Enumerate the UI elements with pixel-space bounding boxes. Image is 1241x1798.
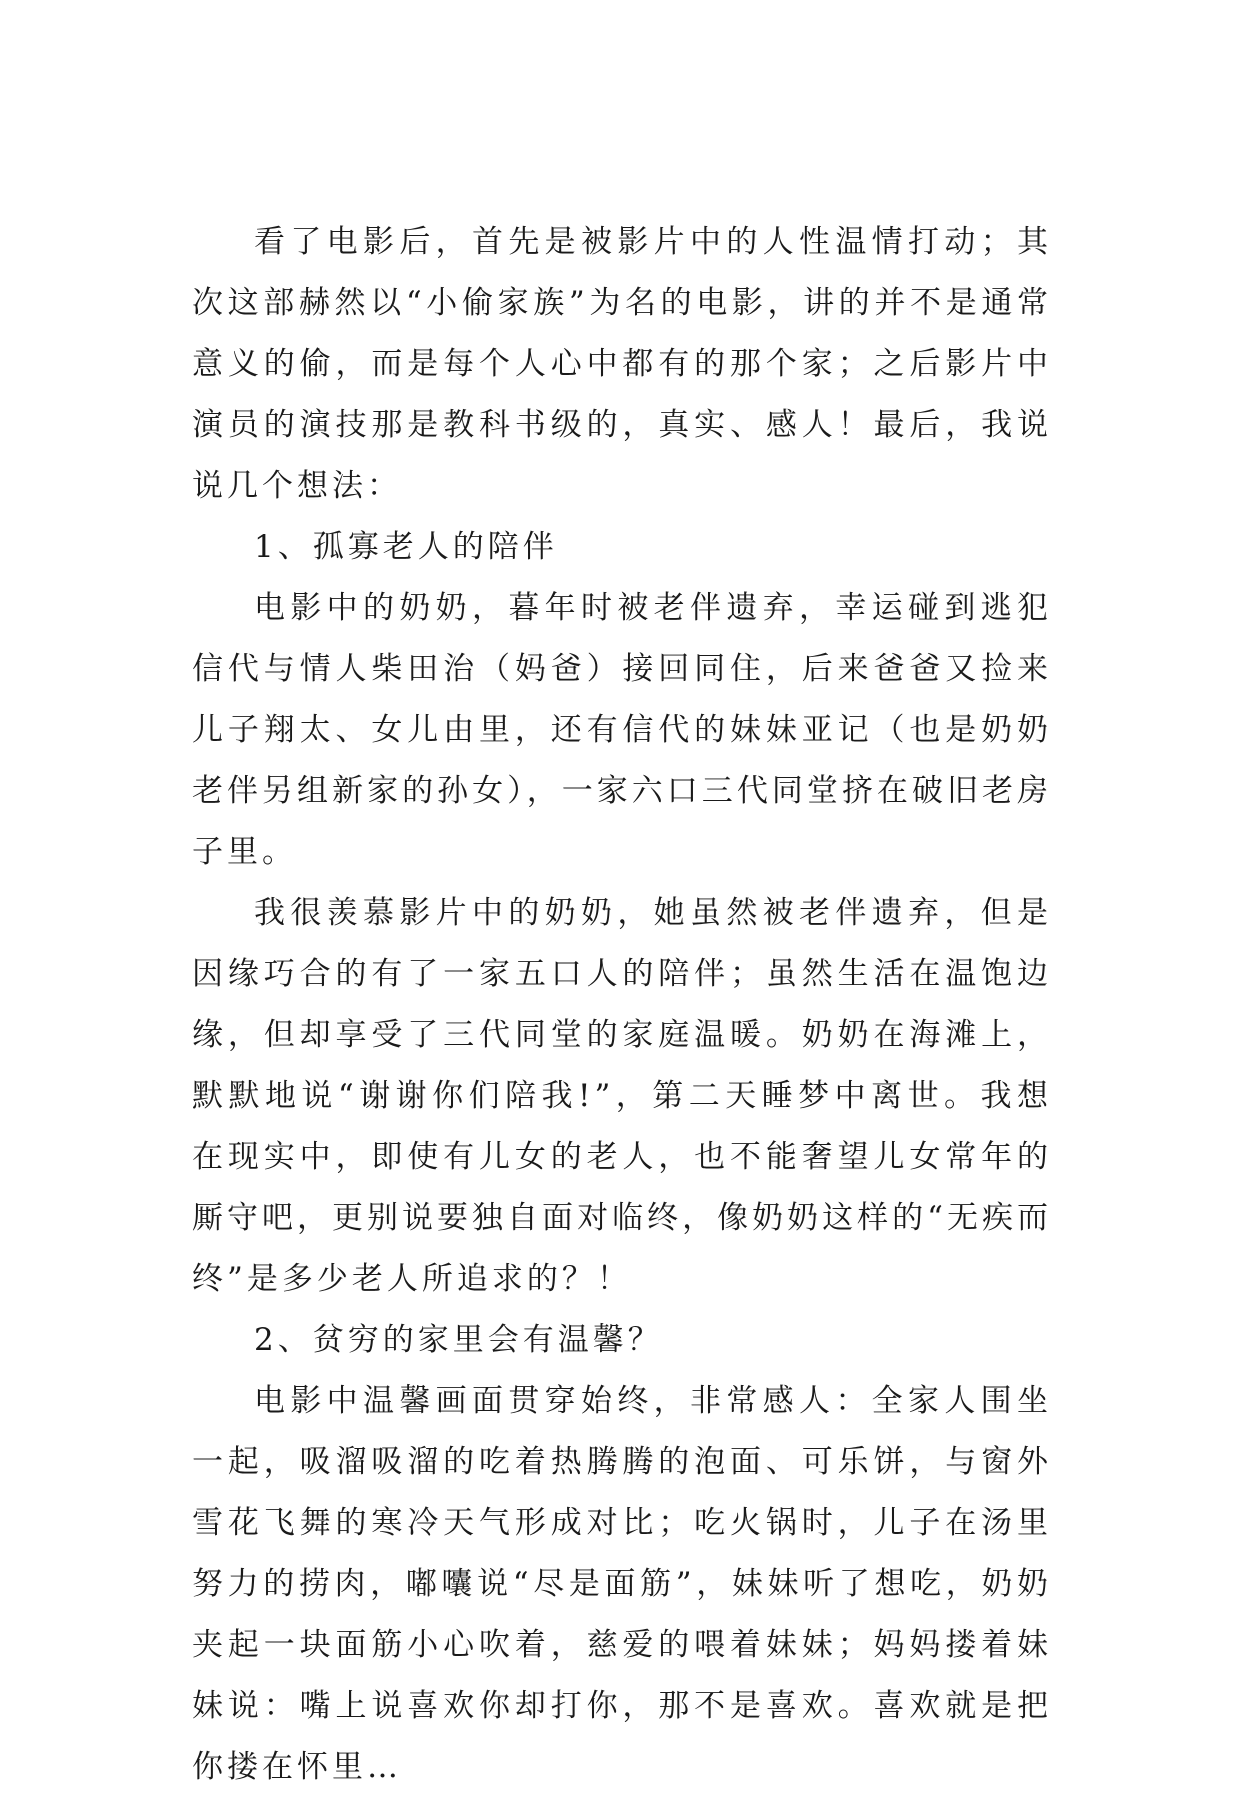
section-heading-elderly-companionship: 1、孤寡老人的陪伴 bbox=[254, 529, 558, 565]
document-body bbox=[192, 212, 1052, 1798]
paragraph-envy-grandmother: 我很羡慕影片中的奶奶，她虽然被老伴遗弃，但是因缘巧合的有了一家五口人的陪伴；虽然生活在温饱边缘，但却享受了三代同堂的家庭温暖。奶奶在海滩上，默默地说“谢谢你们陪我!”，第二天睡梦中离世。我想在现实中，即使有儿女的老人，也不能奢望儿女常年的厮守吧，更别说要独自面对临终，像奶奶这样的“无疾而终”是多少老人所追求的？！ bbox=[192, 895, 1052, 1297]
paragraph-intro: 看了电影后，首先是被影片中的人性温情打动；其次这部赫然以“小偷家族”为名的电影，讲的并不是通常意义的偷，而是每个人心中都有的那个家；之后影片中演员的演技那是教科书级的，真实、感人！最后，我说说几个想法： bbox=[192, 224, 1052, 504]
paragraph-grandmother-story: 电影中的奶奶，暮年时被老伴遗弃，幸运碰到逃犯信代与情人柴田治（妈爸）接回同住，后来爸爸又捡来儿子翔太、女儿由里，还有信代的妹妹亚记（也是奶奶老伴另组新家的孙女），一家六口三代同堂挤在破旧老房子里。 bbox=[192, 590, 1052, 870]
section-heading-poor-family-warmth: 2、贫穷的家里会有温馨？ bbox=[254, 1322, 663, 1358]
paragraph-warm-scenes: 电影中温馨画面贯穿始终，非常感人：全家人围坐一起，吸溜吸溜的吃着热腾腾的泡面、可乐饼，与窗外雪花飞舞的寒冷天气形成对比；吃火锅时，儿子在汤里努力的捞肉，嘟囔说“尽是面筋”，妹妹听了想吃，奶奶夹起一块面筋小心吹着，慈爱的喂着妹妹；妈妈搂着妹妹说：嘴上说喜欢你却打你，那不是喜欢。喜欢就是把你搂在怀里… bbox=[192, 1383, 1052, 1785]
